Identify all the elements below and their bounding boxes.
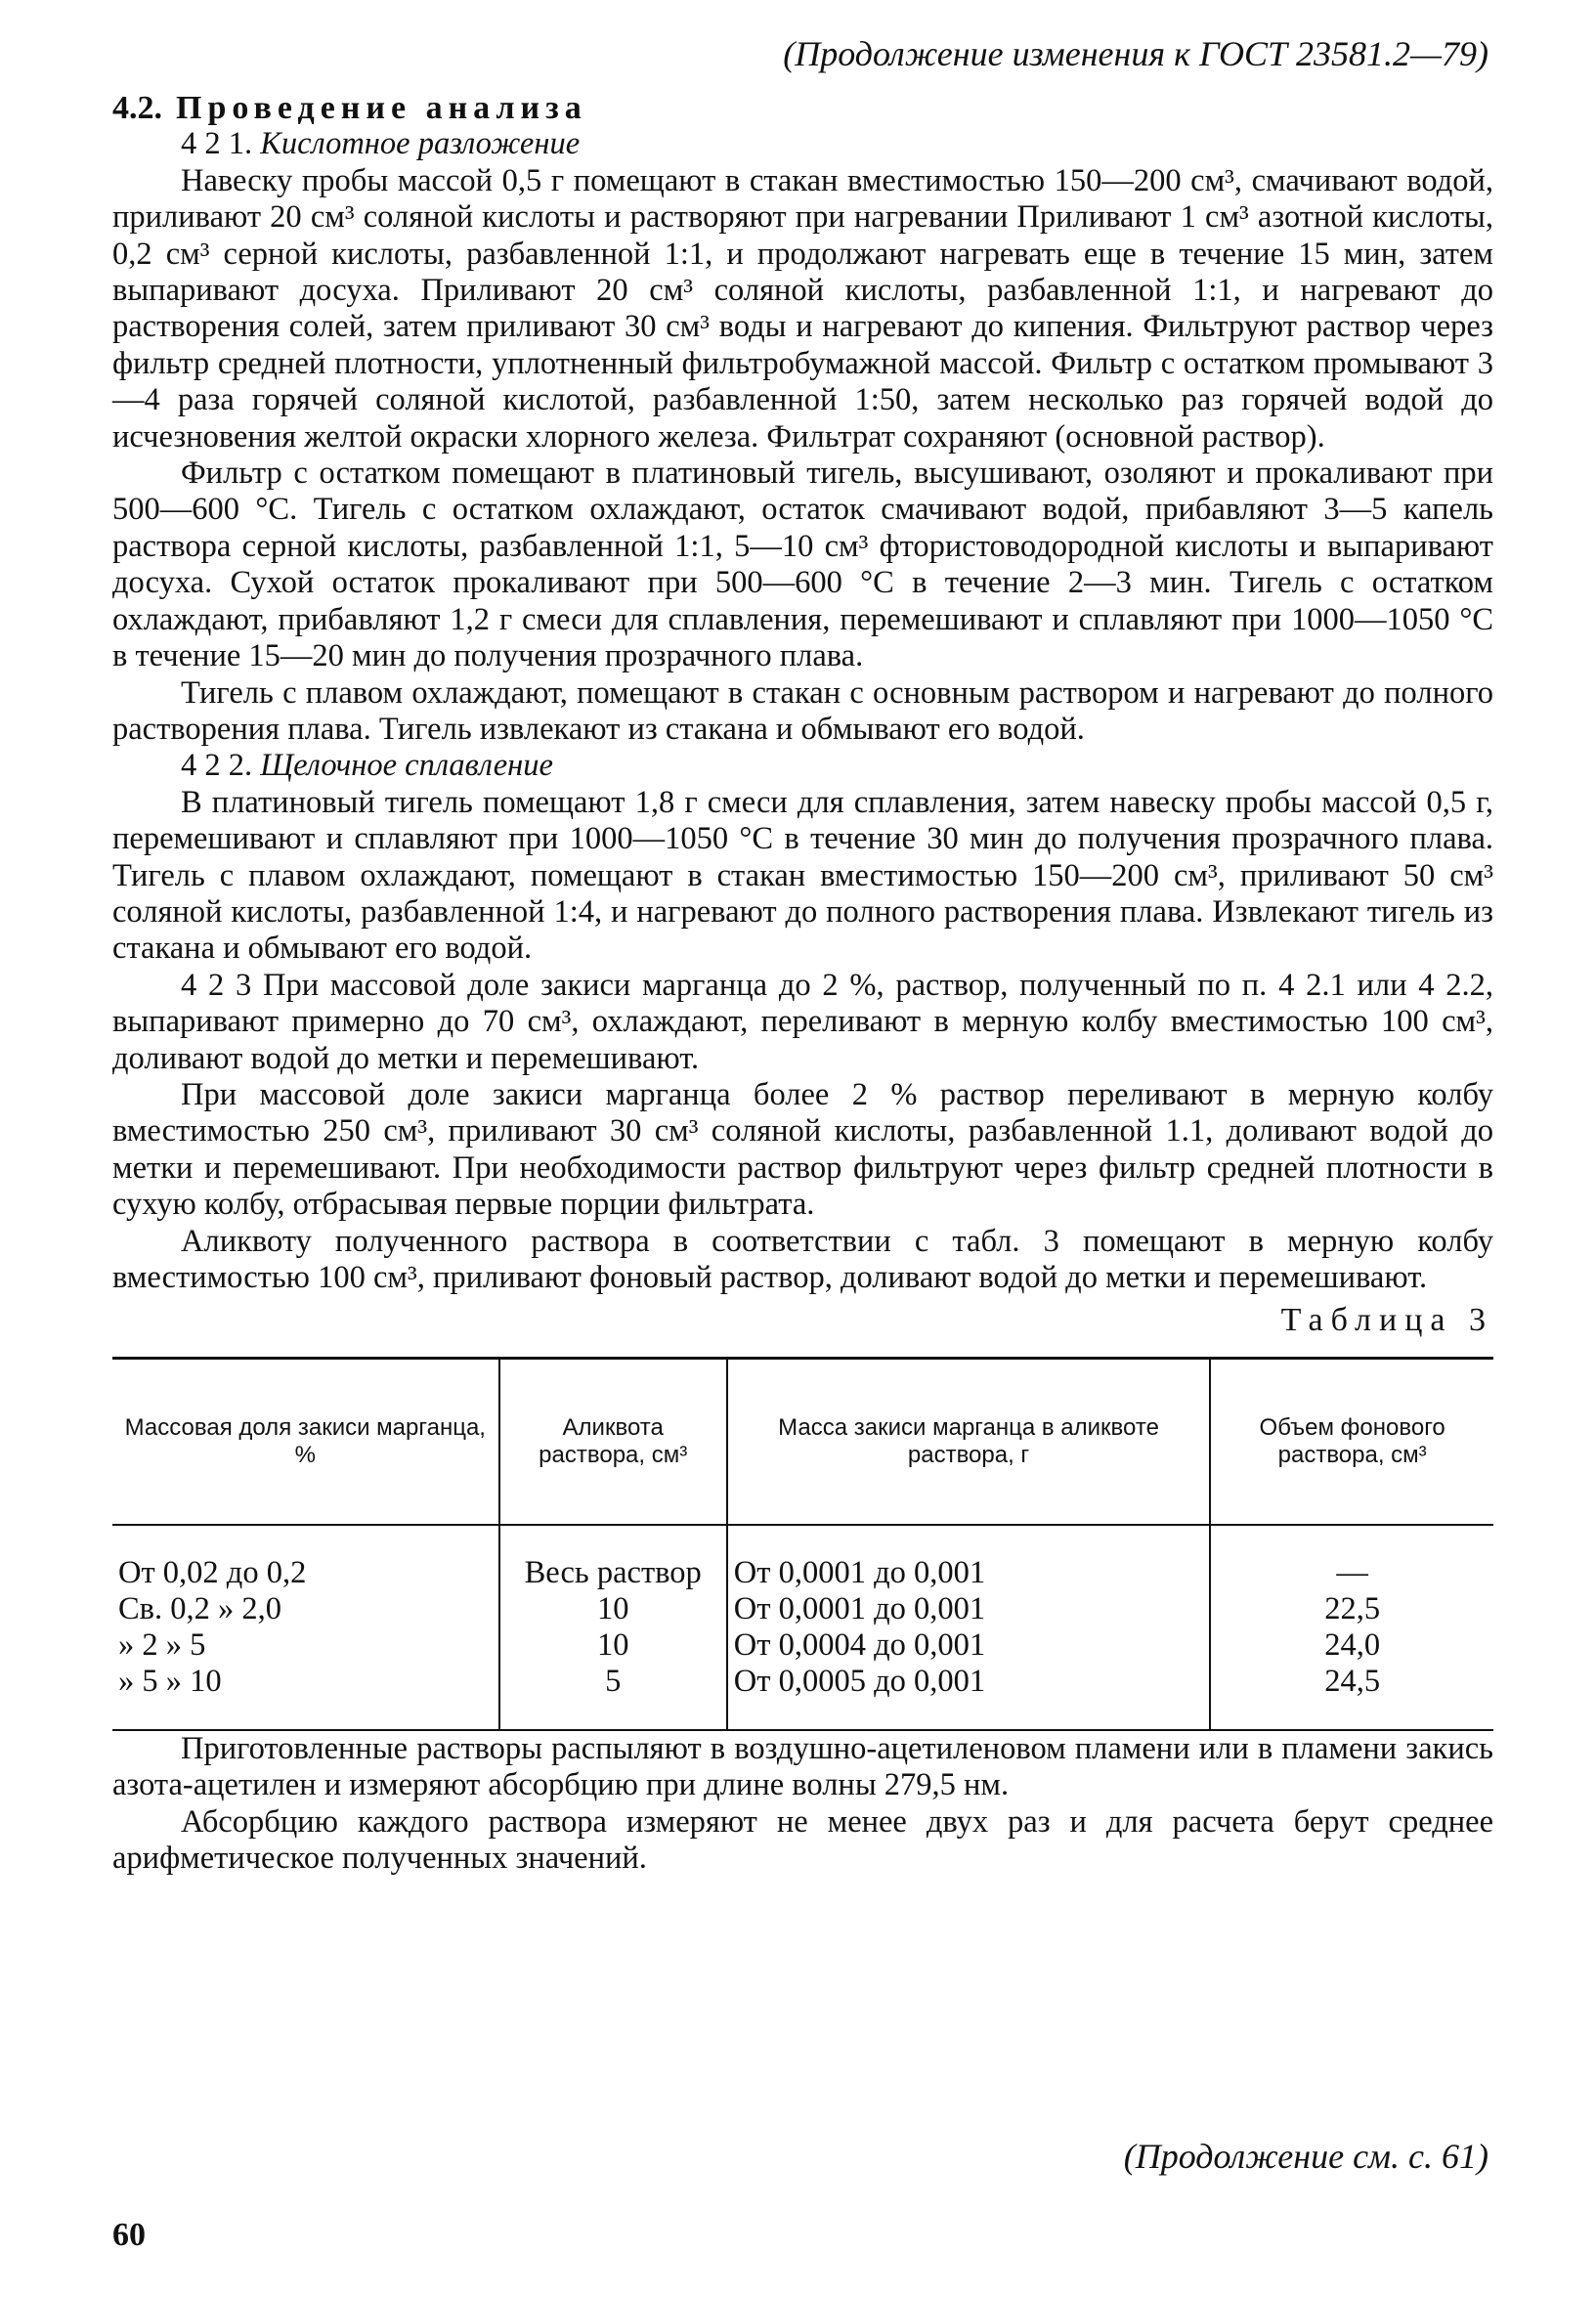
table-cell-aliquot <box>499 1525 727 1730</box>
continuation-note: (Продолжение см. с. 61) <box>1123 2137 1488 2176</box>
column-header: Масса закиси марганца в аликвоте раствора, г <box>727 1358 1211 1525</box>
section-number: 4.2. <box>112 90 162 126</box>
paragraph: При массовой доле закиси марганца более 2 % раствор переливают в мерную колбу вместимостью 250 см³, приливают 30 см³ соляной кислоты, разбавленной 1.1, доливают водой до метки и перемешивают. При необходимости раствор фильтруют через фильтр средней плотности в сухую колбу, отбрасывая первые порции фильтрата. <box>112 1076 1493 1223</box>
cell-value: — <box>1336 1554 1368 1590</box>
paragraph: Приготовленные растворы распыляют в воздушно-ацетиленовом пламени или в пламени закись азота-ацетилен и измеряют абсорбцию при длине волны 279,5 нм. <box>112 1730 1493 1803</box>
cell-value: От 0,0004 до 0,001 <box>733 1626 986 1663</box>
table-cell-mass <box>727 1525 1211 1730</box>
cell-value: От 0,0001 до 0,001 <box>733 1590 986 1626</box>
document-body <box>112 90 1493 1877</box>
paragraph: 4 2 3 При массовой доле закиси марганца до 2 %, раствор, полученный по п. 4 2.1 или 4 2.2, выпаривают примерно до 70 см³, охлаждают, переливают в мерную колбу вместимостью 100 см³, доливают водой до метки и перемешивают. <box>112 967 1493 1076</box>
cell-value: 10 <box>596 1626 629 1663</box>
subsection-heading-alkaline <box>112 748 1493 784</box>
cell-value: 10 <box>596 1590 629 1626</box>
cell-value: » 5 » 10 <box>118 1663 222 1699</box>
paragraph: Абсорбцию каждого раствора измеряют не менее двух раз и для расчета берут среднее арифметическое полученных значений. <box>112 1803 1493 1877</box>
page-number: 60 <box>112 2217 146 2253</box>
table-header-row <box>112 1358 1493 1525</box>
cell-value: От 0,0001 до 0,001 <box>733 1554 986 1590</box>
section-heading <box>112 90 1493 126</box>
data-table <box>112 1357 1493 1731</box>
table-row <box>112 1525 1493 1730</box>
cell-value: Весь раствор <box>524 1554 702 1590</box>
cell-value: 5 <box>605 1663 622 1699</box>
subsection-title: Кислотное разложение <box>260 126 581 162</box>
paragraph: В платиновый тигель помещают 1,8 г смеси для сплавления, затем навеску пробы массой 0,5 г, перемешивают и сплавляют при 1000—1050 °С в течение 30 мин до получения прозрачного плава. Тигель с плавом охлаждают, помещают в стакан вместимостью 150—200 см³, приливают 50 см³ соляной кислоты, разбавленной 1:4, и нагревают до полного растворения плава. Извлекают тигель из стакана и обмывают его водой. <box>112 784 1493 967</box>
cell-value: 22,5 <box>1324 1590 1381 1626</box>
table-cell-volume <box>1210 1525 1493 1730</box>
paragraph: Навеску пробы массой 0,5 г помещают в стакан вместимостью 150—200 см³, смачивают водой, приливают 20 см³ соляной кислоты и растворяют при нагревании Приливают 1 см³ азотной кислоты, 0,2 см³ серной кислоты, разбавленной 1:1, и продолжают нагревать еще в течение 15 мин, затем выпаривают досуха. Приливают 20 см³ соляной кислоты, разбавленной 1:1, и нагревают до растворения солей, затем приливают 30 см³ воды и нагревают до кипения. Фильтруют раствор через фильтр средней плотности, уплотненный фильтробумажной массой. Фильтр с остатком промывают 3—4 раза горячей соляной кислотой, разбавленной 1:50, затем несколько раз горячей водой до исчезновения желтой окраски хлорного железа. Фильтрат сохраняют (основной раствор). <box>112 162 1493 455</box>
section-title: Проведение анализа <box>176 90 587 126</box>
column-header: Объем фонового раствора, см³ <box>1210 1358 1493 1525</box>
cell-value: От 0,0005 до 0,001 <box>733 1663 986 1699</box>
cell-value: » 2 » 5 <box>118 1626 206 1663</box>
subsection-heading-acid <box>112 126 1493 162</box>
subsection-title: Щелочное сплавление <box>260 748 553 784</box>
table-cell-mass-fraction <box>112 1525 499 1730</box>
paragraph: Тигель с плавом охлаждают, помещают в стакан с основным раствором и нагревают до полного растворения плава. Тигель извлекают из стакана и обмывают его водой. <box>112 674 1493 747</box>
paragraph: Аликвоту полученного раствора в соответствии с табл. 3 помещают в мерную колбу вместимостью 100 см³, приливают фоновый раствор, доливают водой до метки и перемешивают. <box>112 1223 1493 1295</box>
column-header: Массовая доля закиси марганца, % <box>112 1358 499 1525</box>
running-header: (Продолжение изменения к ГОСТ 23581.2—79) <box>783 34 1488 73</box>
cell-value: 24,5 <box>1324 1663 1381 1699</box>
subsection-number: 4 2 2. <box>181 748 253 784</box>
table-caption: Таблица 3 <box>1280 1302 1493 1339</box>
cell-value: Св. 0,2 » 2,0 <box>118 1590 282 1626</box>
column-header: Аликвота раствора, см³ <box>499 1358 727 1525</box>
subsection-number: 4 2 1. <box>181 126 253 162</box>
paragraph: Фильтр с остатком помещают в платиновый тигель, высушивают, озоляют и прокаливают при 500—600 °С. Тигель с остатком охлаждают, остаток смачивают водой, прибавляют 3—5 капель раствора серной кислоты, разбавленной 1:1, 5—10 см³ фтористоводородной кислоты и выпаривают досуха. Сухой остаток прокаливают при 500—600 °С в течение 2—3 мин. Тигель с остатком охлаждают, прибавляют 1,2 г смеси для сплавления, перемешивают и сплавляют при 1000—1050 °С в течение 15—20 мин до получения прозрачного плава. <box>112 455 1493 674</box>
cell-value: От 0,02 до 0,2 <box>118 1554 307 1590</box>
cell-value: 24,0 <box>1324 1626 1381 1663</box>
